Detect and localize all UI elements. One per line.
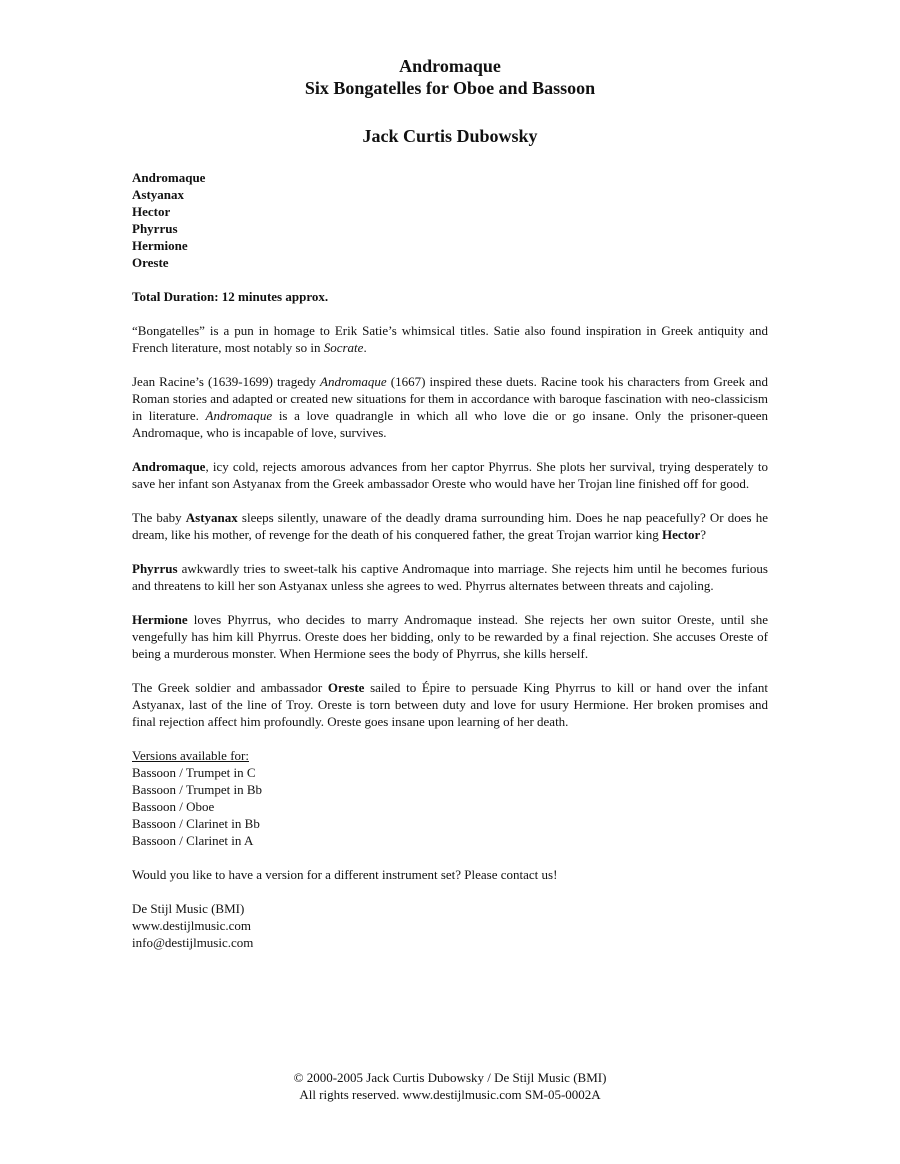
italic-title: Socrate (323, 340, 364, 355)
version-item: Bassoon / Clarinet in A (132, 833, 254, 848)
movement-item: Hector (132, 204, 171, 219)
version-item: Bassoon / Clarinet in Bb (132, 816, 260, 831)
text-run: . (363, 340, 367, 355)
versions-list (132, 764, 768, 849)
rights-line: All rights reserved. www.destijlmusic.com SM-05-0002A (299, 1087, 601, 1102)
paragraph-oreste (132, 679, 768, 730)
text-run: , icy cold, rejects amorous advances from her captor Phyrrus. She plots her survival, trying desperately to save her infant son Astyanax from the Greek ambassador Oreste who would have her Trojan line finished off for good. (132, 459, 768, 491)
paragraph-hermione (132, 611, 768, 662)
italic-title: Andromaque (205, 408, 273, 423)
text-run: sailed to Épire to persuade King Phyrrus to kill or hand over the infant Astyanax, last of the line of Troy. Oreste is torn between duty and love for usury Hermione. Her broken promises and final rejection affect him profoundly. Oreste goes insane upon learning of her death. (132, 680, 768, 729)
work-subtitle: Six Bongatelles for Oboe and Bassoon (304, 78, 596, 98)
total-duration: Total Duration: 12 minutes approx. (132, 289, 329, 304)
version-item: Bassoon / Trumpet in Bb (132, 782, 263, 797)
contact-block (132, 900, 768, 951)
paragraph-andromaque (132, 458, 768, 492)
movement-item: Oreste (132, 255, 169, 270)
website-link[interactable]: www.destijlmusic.com (132, 918, 252, 933)
character-name: Phyrrus (132, 561, 178, 576)
text-run: The Greek soldier and ambassador (132, 680, 328, 695)
version-item: Bassoon / Oboe (132, 799, 215, 814)
work-title: Andromaque (399, 56, 501, 76)
text-run: loves Phyrrus, who decides to marry Andromaque instead. She rejects her own suitor Oreste, until she vengefully has him kill Phyrrus. Oreste does her bidding, only to be rewarded by a final rejection. She accuses Oreste of being a murderous monster. When Hermione sees the body of Phyrrus, she kills herself. (132, 612, 768, 661)
document-body (132, 169, 768, 951)
paragraph-racine (132, 373, 768, 441)
character-name: Andromaque (132, 459, 206, 474)
paragraph-bongatelles (132, 322, 768, 356)
movement-item: Astyanax (132, 187, 185, 202)
character-name: Hector (661, 527, 701, 542)
text-run: sleeps silently, unaware of the deadly drama surrounding him. Does he nap peacefully? Or does he dream, like his mother, of revenge for the death of his conquered father, the great Trojan warrior king (132, 510, 768, 542)
movement-item: Andromaque (132, 170, 206, 185)
italic-title: Andromaque (320, 374, 387, 389)
paragraph-phyrrus (132, 560, 768, 594)
text-run: (1667) inspired these duets. Racine took his characters from Greek and Roman stories and adapted or created new situations for them in accordance with baroque fascination with neo-classicism in literature. (132, 374, 768, 423)
text-run: ? (700, 527, 707, 542)
movement-list (132, 169, 768, 271)
text-run: awkwardly tries to sweet-talk his captive Andromaque into marriage. She rejects him until he becomes furious and threatens to kill her son Astyanax unless she agrees to wed. Phyrrus alternates between threats and cajoling. (132, 561, 768, 593)
contact-request: Would you like to have a version for a different instrument set? Please contact us! (132, 867, 558, 882)
email-link[interactable]: info@destijlmusic.com (132, 935, 254, 950)
paragraph-astyanax (132, 509, 768, 543)
document-footer (0, 1069, 900, 1103)
movement-item: Hermione (132, 238, 188, 253)
document-header (0, 55, 900, 147)
publisher-name: De Stijl Music (BMI) (132, 901, 245, 916)
character-name: Astyanax (185, 510, 238, 525)
version-item: Bassoon / Trumpet in C (132, 765, 256, 780)
text-run: Jean Racine’s (1639-1699) tragedy (132, 374, 321, 389)
composer-name: Jack Curtis Dubowsky (362, 126, 538, 146)
text-run: “Bongatelles” is a pun in homage to Erik Satie’s whimsical titles. Satie also found inspiration in Greek antiquity and French literature, most notably so in (132, 323, 768, 355)
copyright-line: © 2000-2005 Jack Curtis Dubowsky / De Stijl Music (BMI) (293, 1070, 607, 1085)
movement-item: Phyrrus (132, 221, 178, 236)
text-run: The baby (132, 510, 186, 525)
text-run: is a love quadrangle in which all who love die or go insane. Only the prisoner-queen Andromaque, who is incapable of love, survives. (132, 408, 769, 440)
character-name: Oreste (327, 680, 365, 695)
character-name: Hermione (132, 612, 188, 627)
versions-heading: Versions available for: (132, 748, 249, 763)
